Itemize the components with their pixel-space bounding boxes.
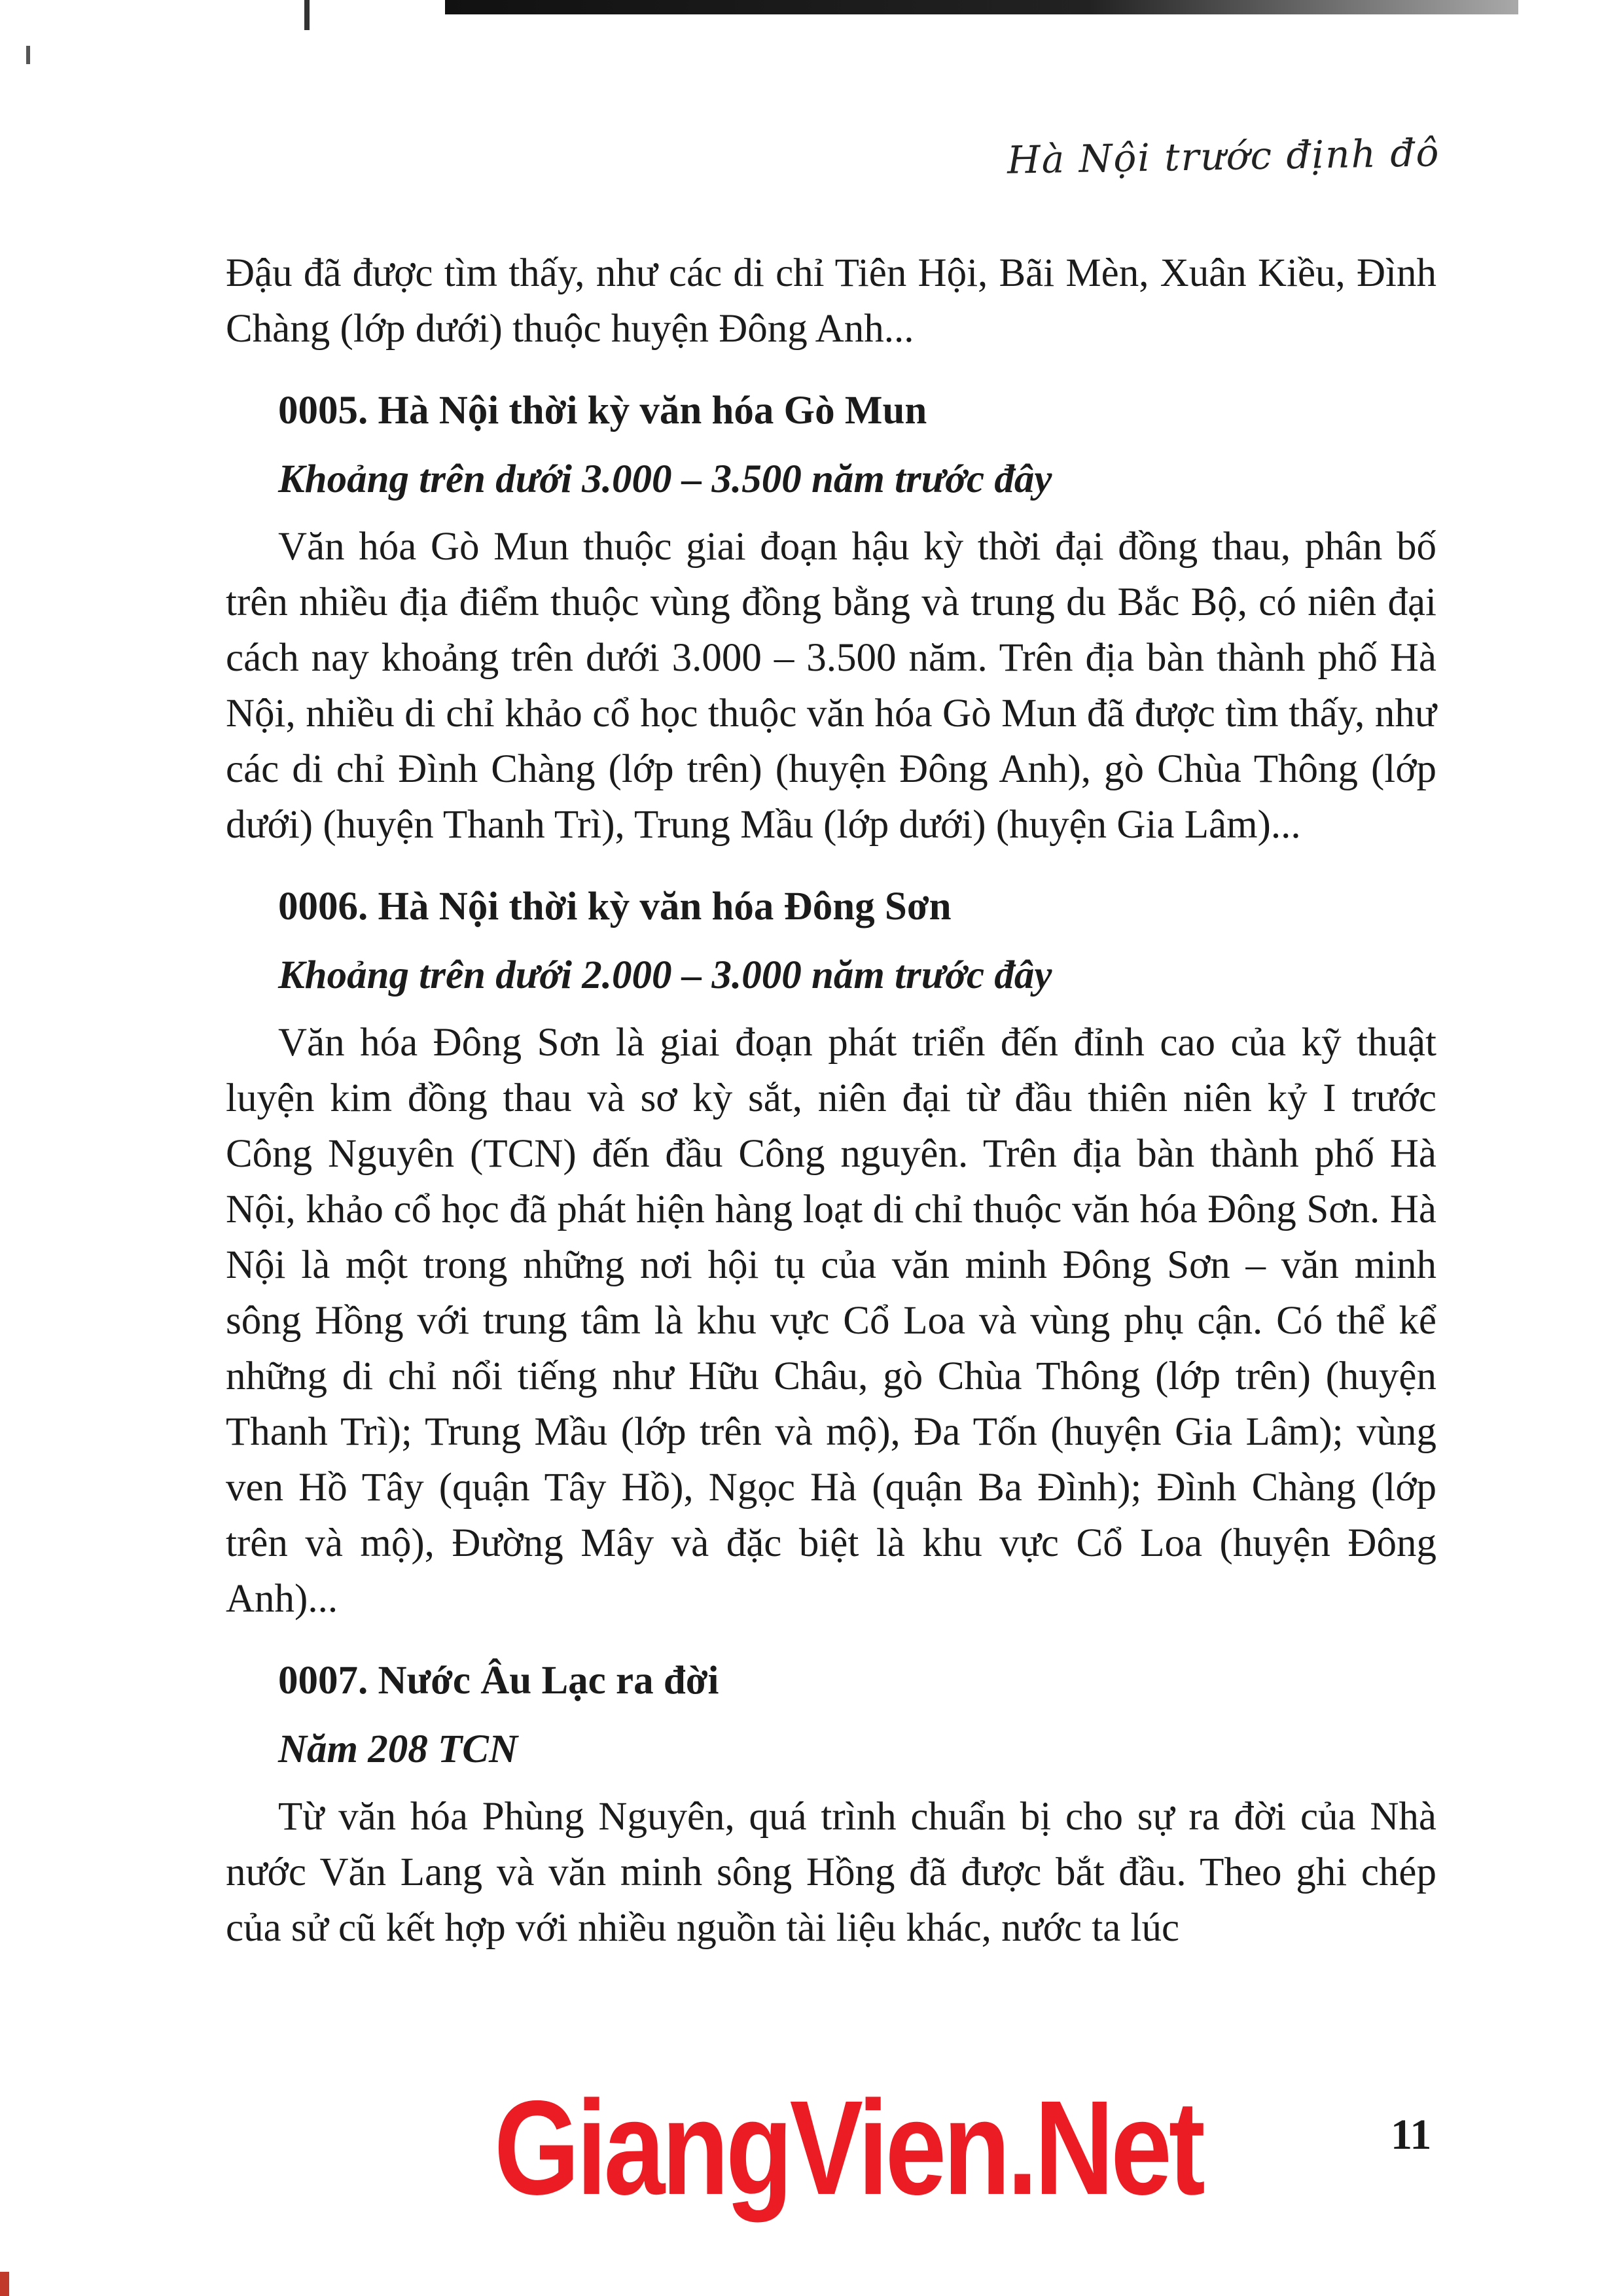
section-0005 bbox=[226, 383, 1436, 853]
scan-tick-artifact bbox=[304, 0, 310, 30]
section-subheading: Năm 208 TCN bbox=[278, 1727, 518, 1771]
intro-paragraph: Đậu đã được tìm thấy, như các di chỉ Tiên Hội, Bãi Mèn, Xuân Kiều, Đình Chàng (lớp dưới) thuộc huyện Đông Anh... bbox=[226, 251, 1436, 351]
watermark: GiangVien.Net bbox=[494, 2073, 1202, 2223]
section-0006 bbox=[226, 879, 1436, 1627]
section-heading: 0005. Hà Nội thời kỳ văn hóa Gò Mun bbox=[278, 389, 927, 433]
section-body: Từ văn hóa Phùng Nguyên, quá trình chuẩn bị cho sự ra đời của Nhà nước Văn Lang và văn minh sông Hồng đã được bắt đầu. Theo ghi chép của sử cũ kết hợp với nhiều nguồn tài liệu khác, nước ta lúc bbox=[226, 1795, 1436, 1950]
page-number: 11 bbox=[1391, 2111, 1432, 2159]
section-subheading: Khoảng trên dưới 2.000 – 3.000 năm trước đây bbox=[278, 953, 1052, 997]
section-heading: 0006. Hà Nội thời kỳ văn hóa Đông Sơn bbox=[278, 885, 952, 928]
section-subheading: Khoảng trên dưới 3.000 – 3.500 năm trước đây bbox=[278, 457, 1052, 501]
section-body: Văn hóa Đông Sơn là giai đoạn phát triển đến đỉnh cao của kỹ thuật luyện kim đồng thau và sơ kỳ sắt, niên đại từ đầu thiên niên kỷ I trước Công Nguyên (TCN) đến đầu Công nguyên. Trên địa bàn thành phố Hà Nội, khảo cổ học đã phát hiện hàng loạt di chỉ thuộc văn hóa Đông Sơn. Hà Nội là một trong những nơi hội tụ của văn minh Đông Sơn – văn minh sông Hồng với trung tâm là khu vực Cổ Loa và vùng phụ cận. Có thể kể những di chỉ nổi tiếng như Hữu Châu, gò Chùa Thông (lớp trên) (huyện Thanh Trì); Trung Mầu (lớp trên và mộ), Đa Tốn (huyện Gia Lâm); vùng ven Hồ Tây (quận Tây Hồ), Ngọc Hà (quận Ba Đình); Đình Chàng (lớp trên và mộ), Đường Mây và đặc biệt là khu vực Cổ Loa (huyện Đông Anh)... bbox=[226, 1021, 1436, 1621]
scan-edge-artifact bbox=[445, 0, 1518, 14]
scan-corner-artifact bbox=[0, 2272, 9, 2296]
scan-dot-artifact bbox=[26, 46, 30, 64]
section-0007 bbox=[226, 1653, 1436, 1956]
section-body: Văn hóa Gò Mun thuộc giai đoạn hậu kỳ thời đại đồng thau, phân bố trên nhiều địa điểm thuộc vùng đồng bằng và trung du Bắc Bộ, có niên đại cách nay khoảng trên dưới 3.000 – 3.500 năm. Trên địa bàn thành phố Hà Nội, nhiều di chỉ khảo cổ học thuộc văn hóa Gò Mun đã được tìm thấy, như các di chỉ Đình Chàng (lớp trên) (huyện Đông Anh), gò Chùa Thông (lớp dưới) (huyện Thanh Trì), Trung Mầu (lớp dưới) (huyện Gia Lâm)... bbox=[226, 525, 1436, 847]
page-body bbox=[226, 245, 1436, 1956]
section-heading: 0007. Nước Âu Lạc ra đời bbox=[278, 1659, 719, 1703]
running-head: Hà Nội trước định đô bbox=[1007, 130, 1440, 183]
